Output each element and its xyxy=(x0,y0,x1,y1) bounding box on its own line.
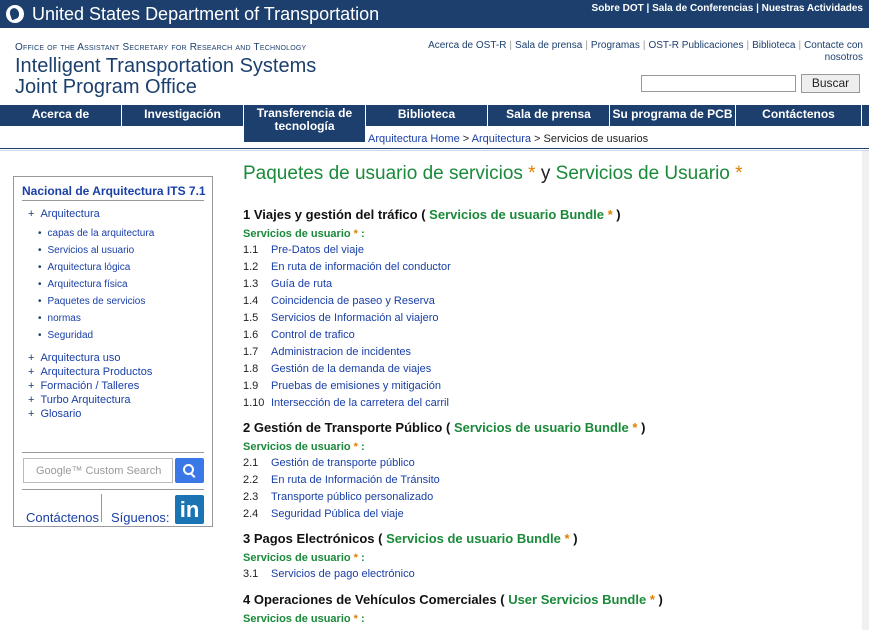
list-item: 1.5 Servicios de Información al viajero xyxy=(243,312,439,324)
list-item: 1.10 Intersección de la carretera del carril xyxy=(243,397,449,409)
header-link-library[interactable]: Biblioteca xyxy=(752,40,796,51)
header-link-programs[interactable]: Programas xyxy=(590,40,640,51)
header-link-publications[interactable]: OST-R Publicaciones xyxy=(648,40,744,51)
sidebar-sub-user-services[interactable]: • Servicios al usuario xyxy=(38,245,135,256)
services-label: Servicios de usuario * : xyxy=(243,552,365,564)
list-item: 3.1 Servicios de pago electrónico xyxy=(243,568,415,580)
service-link[interactable]: Pre-Datos del viaje xyxy=(271,244,364,256)
dot-title[interactable]: United States Department of Transportation xyxy=(32,4,380,24)
its-title-line2: Joint Program Office xyxy=(15,76,197,98)
service-link[interactable]: Transporte público personalizado xyxy=(271,491,434,503)
sidebar-list xyxy=(28,207,212,421)
divider xyxy=(0,148,869,149)
follow-us-label: Síguenos: xyxy=(111,510,170,525)
nav-about[interactable]: Acerca de xyxy=(0,105,122,126)
service-link[interactable]: Servicios de pago electrónico xyxy=(271,568,415,580)
its-title-line1: Intelligent Transportation Systems xyxy=(15,55,317,77)
header-link-press[interactable]: Sala de prensa xyxy=(515,40,583,51)
header-link-about[interactable]: Acerca de OST-R xyxy=(428,40,507,51)
list-item: 1.4 Coincidencia de paseo y Reserva xyxy=(243,295,435,307)
site-search-input[interactable] xyxy=(641,75,796,92)
section-1 xyxy=(243,207,843,412)
sidebar-sub-logical[interactable]: • Arquitectura lógica xyxy=(38,262,131,273)
header-link-contact-cont[interactable]: nosotros xyxy=(824,52,863,63)
list-item: 1.7 Administracion de incidentes xyxy=(243,346,412,358)
service-link[interactable]: Administracion de incidentes xyxy=(271,346,412,358)
sidebar-sub-standards[interactable]: • normas xyxy=(38,313,81,324)
office-name[interactable]: Office of the Assistant Secretary for Research and Technology xyxy=(15,42,307,53)
nav-contact[interactable]: Contáctenos xyxy=(736,105,862,126)
breadcrumb-home[interactable]: Arquitectura Home xyxy=(368,133,460,145)
service-link[interactable]: En ruta de información del conductor xyxy=(271,261,451,273)
list-item: 2.3 Transporte público personalizado xyxy=(243,491,434,503)
nav-pcb[interactable]: Su programa de PCB xyxy=(610,105,736,126)
header-link-contact[interactable]: Contacte con xyxy=(804,40,863,51)
nav-press[interactable]: Sala de prensa xyxy=(488,105,610,126)
sidebar-contact-link[interactable]: Contáctenos xyxy=(26,510,99,525)
services-label: Servicios de usuario * : xyxy=(243,441,365,453)
service-link[interactable]: Coincidencia de paseo y Reserva xyxy=(271,295,435,307)
list-item: 1.6 Control de trafico xyxy=(243,329,355,341)
divider xyxy=(22,452,204,453)
linkedin-icon[interactable]: in xyxy=(175,495,204,524)
nav-tech-transfer[interactable]: Transferencia de tecnología xyxy=(244,105,366,142)
service-link[interactable]: Control de trafico xyxy=(271,329,355,341)
breadcrumb-arch[interactable]: Arquitectura xyxy=(471,133,531,145)
list-item: 1.2 En ruta de información del conductor xyxy=(243,261,451,273)
about-dot-link[interactable]: Sobre DOT xyxy=(591,3,644,14)
service-link[interactable]: Servicios de Información al viajero xyxy=(271,312,439,324)
bundle-link[interactable]: User Servicios Bundle xyxy=(508,592,647,607)
sidebar-title[interactable]: Nacional de Arquitectura ITS 7.1 xyxy=(22,184,206,198)
services-label: Servicios de usuario * : xyxy=(243,228,365,240)
bundle-link[interactable]: Servicios de usuario Bundle xyxy=(429,207,604,222)
sidebar-sub-security[interactable]: • Seguridad xyxy=(38,330,94,341)
sidebar-item-products[interactable]: + Arquitectura Productos xyxy=(28,366,153,378)
service-link[interactable]: En ruta de Información de Tránsito xyxy=(271,474,440,486)
list-item: 1.1 Pre-Datos del viaje xyxy=(243,244,364,256)
dot-top-links: Sobre DOT | Sala de Conferencias | Nuestras Actividades xyxy=(591,3,863,14)
section-heading: 4 Operaciones de Vehículos Comerciales ( User Servicios Bundle * ) xyxy=(243,592,663,607)
service-link[interactable]: Seguridad Pública del viaje xyxy=(271,508,404,520)
bundle-link[interactable]: Servicios de usuario Bundle xyxy=(453,420,629,435)
newsroom-link[interactable]: Sala de Conferencias xyxy=(652,3,754,14)
list-item: 1.8 Gestión de la demanda de viajes xyxy=(243,363,432,375)
sidebar-sub-layers[interactable]: • capas de la arquitectura xyxy=(38,228,155,239)
list-item: 2.4 Seguridad Pública del viaje xyxy=(243,508,404,520)
section-2 xyxy=(243,420,843,523)
section-heading: 2 Gestión de Transporte Público ( Servicios de usuario Bundle * ) xyxy=(243,420,646,435)
dot-logo-icon[interactable] xyxy=(6,5,24,23)
dot-top-bar xyxy=(0,0,869,28)
service-link[interactable]: Gestión de la demanda de viajes xyxy=(271,363,432,375)
its-jpo-logo[interactable] xyxy=(15,56,316,98)
service-link[interactable]: Gestión de transporte público xyxy=(271,457,415,469)
search-button[interactable]: Buscar xyxy=(801,74,860,93)
sidebar xyxy=(13,176,213,527)
search-icon[interactable] xyxy=(175,458,204,483)
page-title: Paquetes de usuario de servicios * y Servicios de Usuario * xyxy=(243,163,743,184)
scrollbar[interactable] xyxy=(862,151,869,630)
section-heading: 1 Viajes y gestión del tráfico ( Servicios de usuario Bundle * ) xyxy=(243,207,621,222)
section-3 xyxy=(243,531,843,583)
divider xyxy=(22,489,204,490)
service-link[interactable]: Pruebas de emisiones y mitigación xyxy=(271,380,441,392)
site-header xyxy=(0,28,869,103)
sidebar-item-use[interactable]: + Arquitectura uso xyxy=(28,352,121,364)
section-heading: 3 Pagos Electrónicos ( Servicios de usuario Bundle * ) xyxy=(243,531,578,546)
sidebar-sub-packages[interactable]: • Paquetes de servicios xyxy=(38,296,146,307)
header-links: Acerca de OST-R | Sala de prensa | Programas | OST-R Publicaciones | Biblioteca | Contacte con nosotros xyxy=(428,40,863,63)
sidebar-item-training[interactable]: + Formación / Talleres xyxy=(28,380,140,392)
nav-research[interactable]: Investigación xyxy=(122,105,244,126)
breadcrumb-current: Servicios de usuarios xyxy=(543,133,649,145)
breadcrumb: Arquitectura Home > Arquitectura > Servicios de usuarios xyxy=(368,133,649,145)
list-item: 2.1 Gestión de transporte público xyxy=(243,457,415,469)
sidebar-item-arquitectura[interactable]: + Arquitectura xyxy=(28,208,100,220)
list-item: 2.2 En ruta de Información de Tránsito xyxy=(243,474,440,486)
sidebar-item-turbo[interactable]: + Turbo Arquitectura xyxy=(28,394,131,406)
divider xyxy=(101,494,102,522)
divider xyxy=(0,150,869,151)
main-nav xyxy=(0,105,869,133)
sidebar-sub-physical[interactable]: • Arquitectura física xyxy=(38,279,128,290)
service-link[interactable]: Guía de ruta xyxy=(271,278,333,290)
services-label: Servicios de usuario * : xyxy=(243,613,365,625)
section-4 xyxy=(243,592,843,627)
list-item: 1.9 Pruebas de emisiones y mitigación xyxy=(243,380,441,392)
divider xyxy=(22,200,204,201)
google-search-input[interactable]: Google™ Custom Search xyxy=(23,458,173,483)
sidebar-item-glossary[interactable]: + Glosario xyxy=(28,408,82,420)
nav-library[interactable]: Biblioteca xyxy=(366,105,488,126)
bundle-link[interactable]: Servicios de usuario Bundle xyxy=(386,531,561,546)
list-item: 1.3 Guía de ruta xyxy=(243,278,333,290)
service-link[interactable]: Intersección de la carretera del carril xyxy=(271,397,449,409)
activities-link[interactable]: Nuestras Actividades xyxy=(761,3,863,14)
